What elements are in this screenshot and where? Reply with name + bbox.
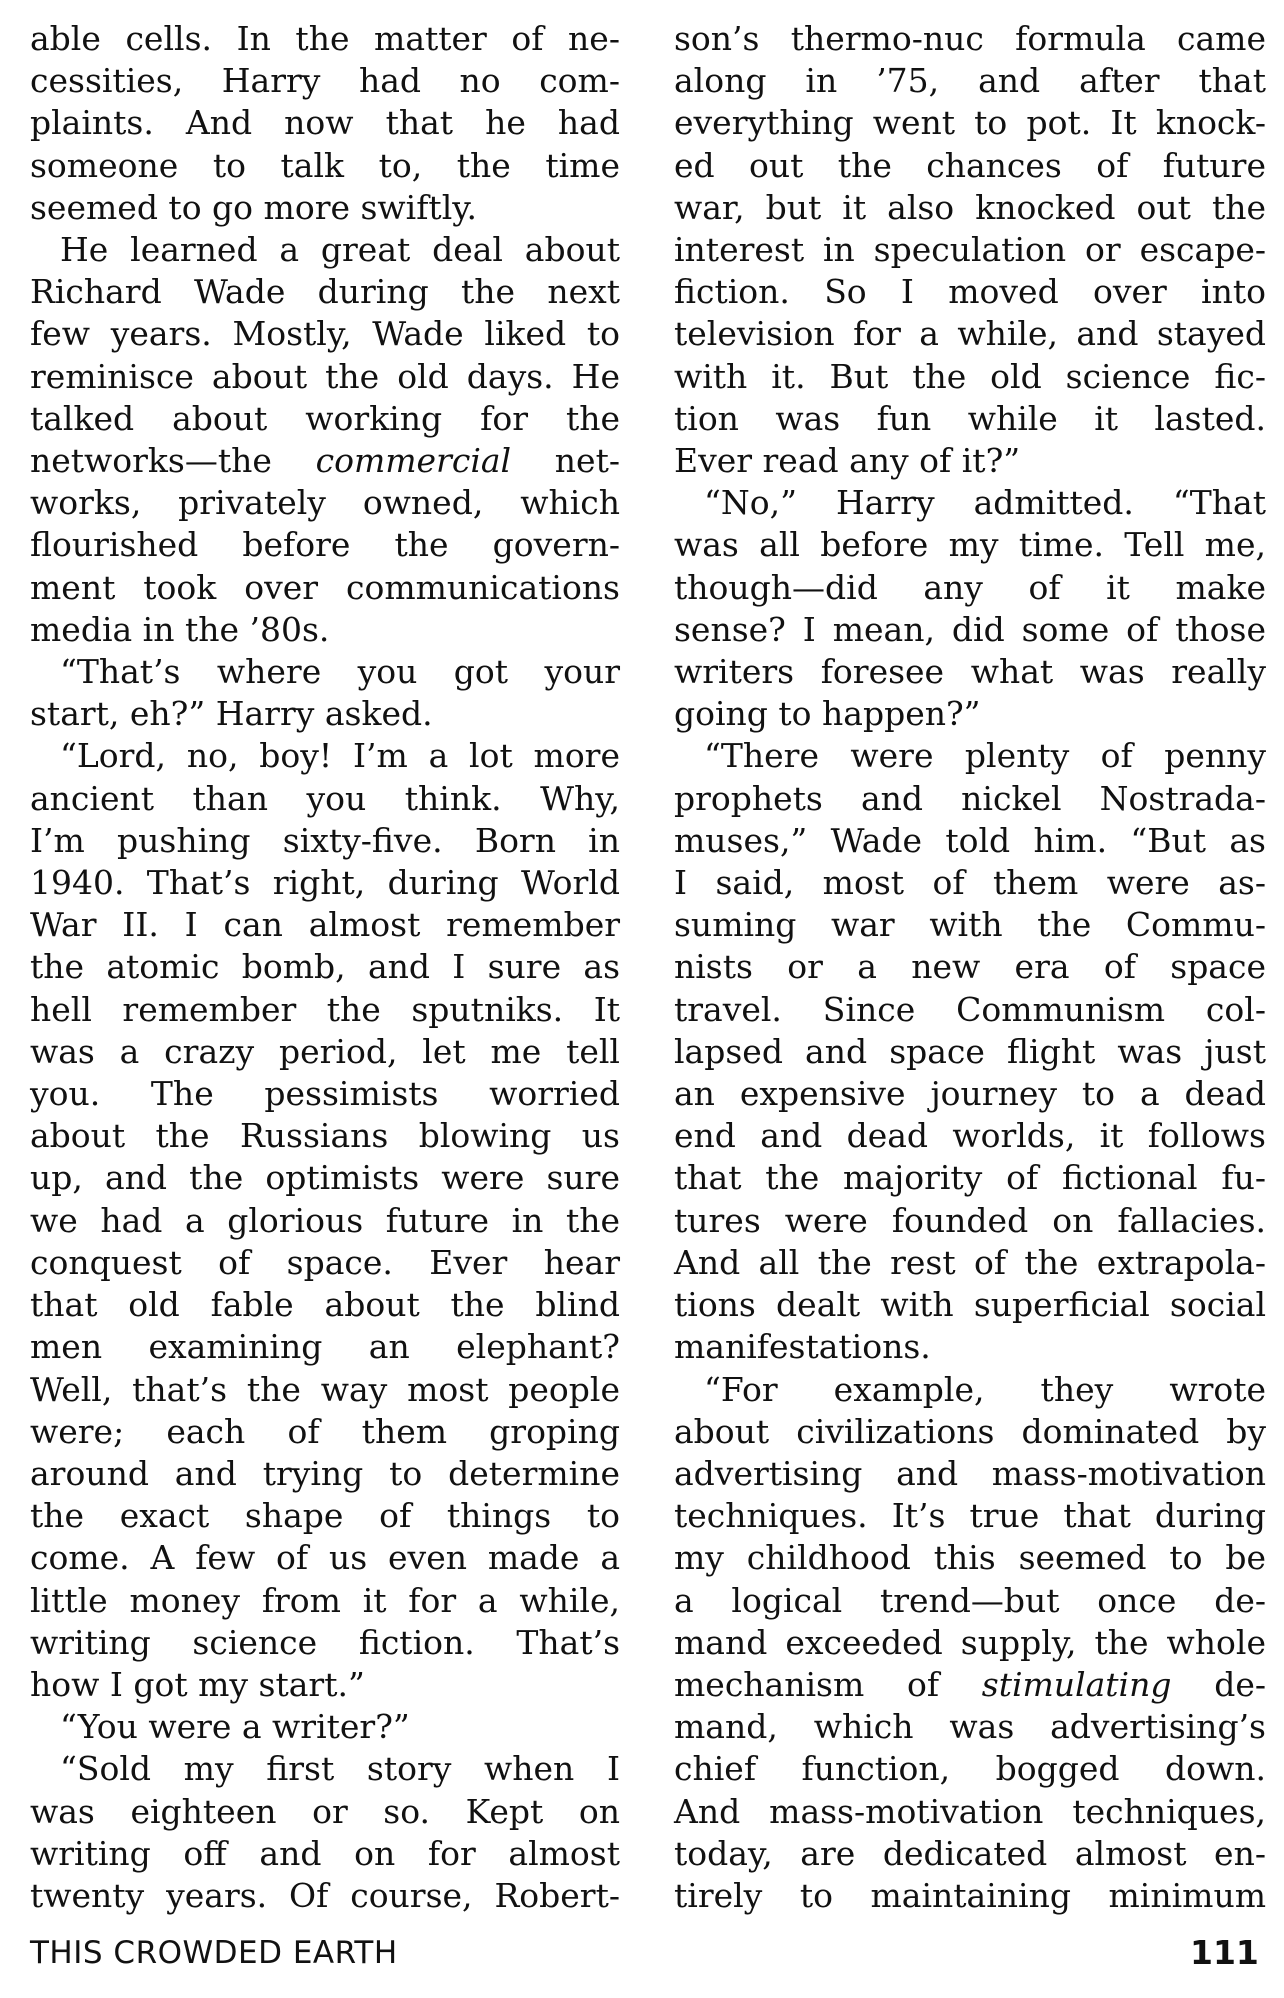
text-line: techniques. It’s true that during (674, 1496, 1266, 1536)
text-line: the atomic bomb, and I sure as (30, 947, 620, 987)
text-line: was eighteen or so. Kept on (30, 1791, 620, 1831)
text-line: And mass-motivation techniques, (674, 1791, 1266, 1831)
text-line: nists or a new era of space (674, 947, 1266, 987)
text-line: mechanism of stimulating de- (674, 1664, 1266, 1704)
text-line: tures were founded on fallacies. (674, 1200, 1266, 1240)
text-line: “Lord, no, boy! I’m a lot more (60, 736, 620, 776)
text-line: Ever read any of it?” (674, 441, 1021, 481)
text-line: interest in speculation or escape- (674, 230, 1266, 270)
text-line: fiction. So I moved over into (674, 272, 1266, 312)
text-line: tions dealt with superficial social (674, 1285, 1266, 1325)
text-line: mand, which was advertising’s (674, 1707, 1266, 1747)
text-line: up, and the optimists were sure (30, 1158, 620, 1198)
text-line: a logical trend—but once de- (674, 1580, 1266, 1620)
text-line: was a crazy period, let me tell (30, 1031, 620, 1071)
text-line: along in ’75, and after that (674, 61, 1266, 101)
text-line: were; each of them groping (30, 1411, 620, 1451)
text-line: Richard Wade during the next (30, 272, 620, 312)
text-line: come. A few of us even made a (30, 1538, 620, 1578)
text-line: networks—the commercial net- (30, 441, 620, 481)
text-line: muses,” Wade told him. “But as (674, 820, 1266, 860)
text-line: War II. I can almost remember (30, 905, 620, 945)
text-line: writing off and on for almost (30, 1833, 620, 1873)
text-line: “Sold my first story when I (60, 1749, 620, 1789)
text-line: talked about working for the (30, 398, 620, 438)
text-line: about civilizations dominated by (674, 1411, 1266, 1451)
text-line: cessities, Harry had no com- (30, 61, 620, 101)
text-line: everything went to pot. It knock- (674, 103, 1266, 143)
text-line: though—did any of it make (674, 567, 1266, 607)
text-line: able cells. In the matter of ne- (30, 19, 620, 58)
text-line: media in the ’80s. (30, 609, 330, 649)
text-line: lapsed and space flight was just (674, 1031, 1266, 1071)
text-line: hell remember the sputniks. It (30, 989, 620, 1029)
text-column-right (674, 18, 1266, 1917)
text-line: plaints. And now that he had (30, 103, 620, 143)
text-line: with it. But the old science fic- (674, 356, 1266, 396)
text-line: you. The pessimists worried (30, 1074, 620, 1114)
page-number: 111 (1190, 1933, 1259, 1972)
text-line: we had a glorious future in the (30, 1200, 620, 1240)
running-title: THIS CROWDED EARTH (30, 1935, 398, 1971)
text-line: television for a while, and stayed (674, 314, 1266, 354)
text-line: Well, that’s the way most people (30, 1369, 620, 1409)
text-line: prophets and nickel Nostrada- (674, 778, 1266, 818)
text-line: little money from it for a while, (30, 1580, 620, 1620)
text-line: suming war with the Commu- (674, 905, 1266, 945)
text-line: about the Russians blowing us (30, 1116, 620, 1156)
text-line: conquest of space. Ever hear (30, 1242, 620, 1282)
text-line: the exact shape of things to (30, 1496, 620, 1536)
text-line: 1940. That’s right, during World (30, 863, 620, 903)
text-line: an expensive journey to a dead (674, 1074, 1266, 1114)
text-line: “That’s where you got your (60, 652, 620, 692)
text-line: how I got my start.” (30, 1664, 365, 1704)
text-line: start, eh?” Harry asked. (30, 694, 433, 734)
text-line: I’m pushing sixty-five. Born in (30, 820, 620, 860)
text-line: manifestations. (674, 1327, 931, 1367)
text-line: travel. Since Communism col- (674, 989, 1266, 1029)
text-line: works, privately owned, which (30, 483, 620, 523)
text-line: “No,” Harry admitted. “That (704, 483, 1266, 523)
text-line: chief function, bogged down. (674, 1749, 1266, 1789)
text-line: ed out the chances of future (674, 145, 1266, 185)
text-line: ment took over communications (30, 567, 620, 607)
text-line: few years. Mostly, Wade liked to (30, 314, 620, 354)
text-line: men examining an elephant? (30, 1327, 620, 1367)
text-line: I said, most of them were as- (674, 863, 1266, 903)
text-line: flourished before the govern- (30, 525, 620, 565)
text-line: mand exceeded supply, the whole (674, 1622, 1266, 1662)
text-column-left (30, 18, 620, 1917)
text-line: “For example, they wrote (704, 1369, 1266, 1409)
text-line: around and trying to determine (30, 1453, 620, 1493)
text-line: And all the rest of the extrapola- (674, 1242, 1266, 1282)
text-line: “You were a writer?” (60, 1707, 410, 1747)
text-line: someone to talk to, the time (30, 145, 620, 185)
text-line: writing science fiction. That’s (30, 1622, 620, 1662)
text-line: going to happen?” (674, 694, 981, 734)
text-line: reminisce about the old days. He (30, 356, 620, 396)
text-line: advertising and mass-motivation (674, 1453, 1266, 1493)
text-line: writers foresee what was really (674, 652, 1266, 692)
text-line: today, are dedicated almost en- (674, 1833, 1266, 1873)
text-line: that old fable about the blind (30, 1285, 620, 1325)
text-line: twenty years. Of course, Robert- (30, 1875, 620, 1915)
text-line: son’s thermo-nuc formula came (674, 19, 1266, 58)
text-line: sense? I mean, did some of those (674, 609, 1266, 649)
text-line: “There were plenty of penny (704, 736, 1266, 776)
text-line: tirely to maintaining minimum (674, 1875, 1266, 1915)
text-line: war, but it also knocked out the (674, 187, 1266, 227)
text-line: ancient than you think. Why, (30, 778, 620, 818)
text-line: that the majority of fictional fu- (674, 1158, 1266, 1198)
text-line: tion was fun while it lasted. (674, 398, 1266, 438)
text-line: was all before my time. Tell me, (674, 525, 1266, 565)
text-line: my childhood this seemed to be (674, 1538, 1266, 1578)
text-line: end and dead worlds, it follows (674, 1116, 1266, 1156)
text-line: seemed to go more swiftly. (30, 187, 477, 227)
text-line: He learned a great deal about (60, 230, 620, 270)
